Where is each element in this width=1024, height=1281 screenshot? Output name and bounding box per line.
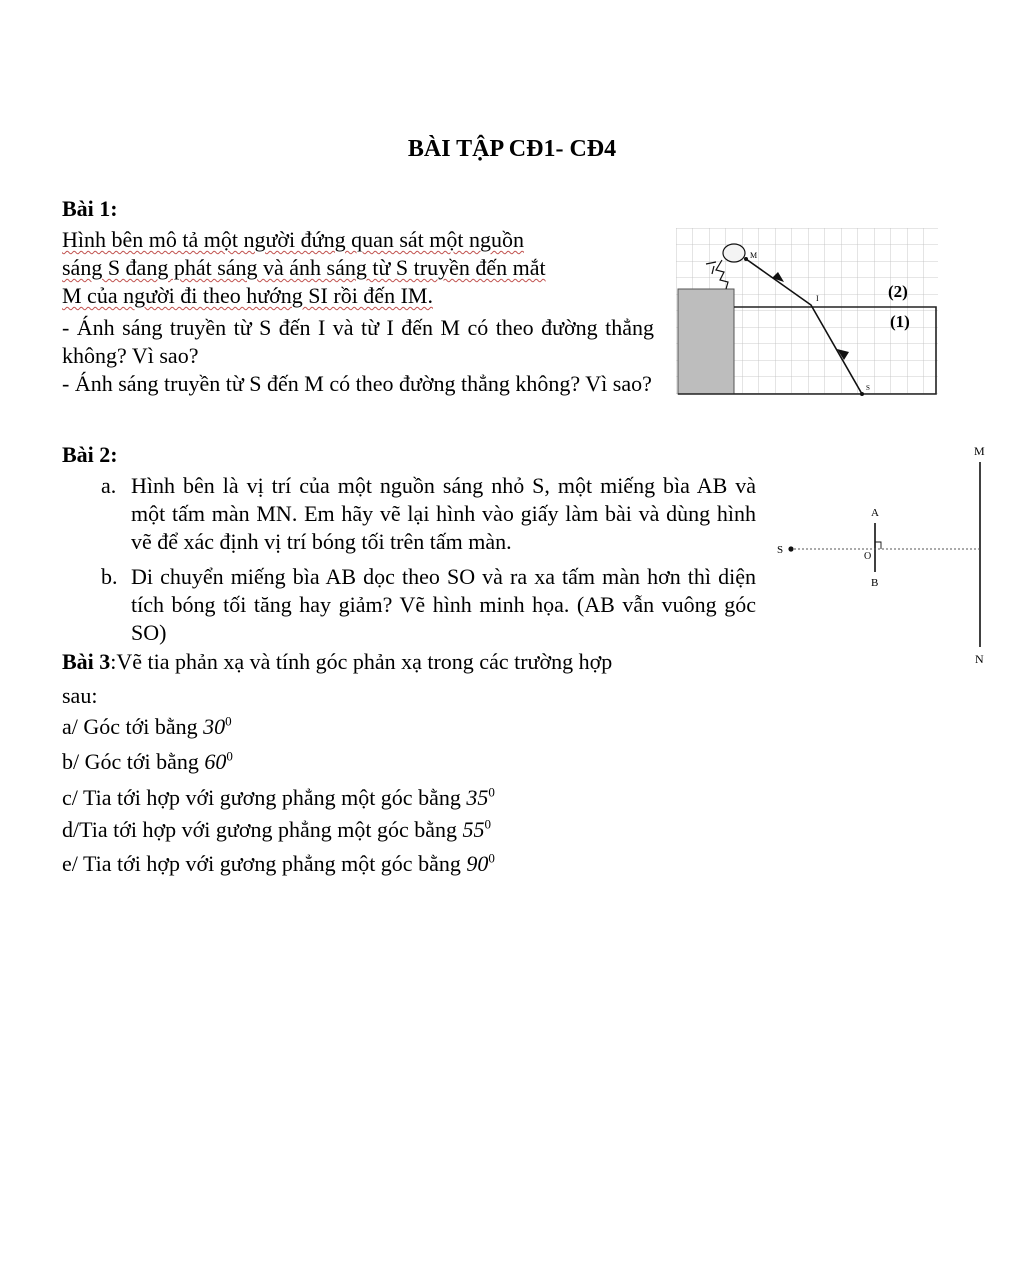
label-S: S	[777, 544, 784, 556]
bai2-item-a-text: Hình bên là vị trí của một nguồn sáng nhỏ S, một miếng bìa AB và một tấm màn MN. Em hãy vẽ lại hình vào giấy làm bài và dùng hình vẽ để xác định vị trí bóng tối trên tấm màn.	[131, 473, 756, 554]
light-source	[788, 546, 793, 551]
label-medium-2: (2)	[888, 282, 908, 301]
bai3-item-e-value: 90	[466, 851, 489, 876]
bai3-item-a-text: a/ Góc tới bằng	[62, 714, 204, 739]
bai3-intro	[62, 648, 612, 676]
bai1-question-1: - Ánh sáng truyền từ S đến I và từ I đến M có theo đường thẳng không? Vì sao?	[62, 315, 654, 368]
bai3-item-d-value: 55	[462, 817, 485, 842]
label-M: M	[750, 251, 758, 260]
bai3-item-e-degree: 0	[488, 850, 495, 866]
bai2-item-b	[101, 563, 756, 647]
bai2-item-a	[101, 472, 756, 556]
label-I: I	[816, 294, 819, 303]
bai3-item-d	[62, 816, 491, 844]
page-title: BÀI TẬP CĐ1- CĐ4	[407, 136, 617, 162]
wall	[678, 289, 734, 394]
label-A: A	[871, 507, 879, 519]
bai1-line-1: Hình bên mô tả một người đứng quan sát một nguồn	[62, 227, 524, 252]
bai3-item-e-text: e/ Tia tới hợp với gương phẳng một góc bằng	[62, 851, 467, 876]
bai3-item-c	[62, 784, 495, 812]
bai2-item-b-marker: b.	[101, 564, 118, 589]
bai1-heading: Bài 1:	[62, 196, 118, 221]
bai3-item-a-value: 30	[203, 714, 226, 739]
bai2-figure	[770, 440, 1000, 670]
bai3-item-a	[62, 713, 232, 741]
bai3-item-b-value: 60	[204, 749, 227, 774]
bai2-item-b-text: Di chuyển miếng bìa AB dọc theo SO và ra xa tấm màn hơn thì diện tích bóng tối tăng hay giảm? Vẽ hình minh họa. (AB vẫn vuông góc SO)	[131, 564, 756, 645]
bai3-item-b-text: b/ Góc tới bằng	[62, 749, 205, 774]
bai1-question-2: - Ánh sáng truyền từ S đến M có theo đường thẳng không? Vì sao?	[62, 371, 652, 396]
label-M: M	[974, 444, 985, 458]
bai1-intro	[62, 226, 654, 310]
bai3-item-d-degree: 0	[484, 816, 491, 832]
bai3-intro-text: :Vẽ tia phản xạ và tính góc phản xạ trong các trường hợp	[110, 649, 613, 674]
bai3-heading: Bài 3	[62, 649, 111, 674]
point-S	[860, 392, 864, 396]
bai3-item-d-text: d/Tia tới hợp với gương phẳng một góc bằng	[62, 817, 463, 842]
bai2-heading: Bài 2:	[62, 442, 118, 467]
bai3-item-c-value: 35	[466, 785, 489, 810]
bai3-item-c-text: c/ Tia tới hợp với gương phẳng một góc bằng	[62, 785, 467, 810]
point-M	[744, 257, 748, 261]
bai1-line-2: sáng S đang phát sáng và ánh sáng từ S truyền đến mắt	[62, 255, 546, 280]
bai3-item-b-degree: 0	[226, 748, 233, 764]
bai1-figure	[676, 228, 940, 398]
bai3-item-e	[62, 850, 495, 878]
bai3-item-b	[62, 748, 233, 776]
bai3-item-c-degree: 0	[488, 784, 495, 800]
label-O: O	[864, 551, 872, 562]
label-S: S	[866, 384, 870, 392]
right-angle-mark	[875, 542, 881, 549]
bai1-line-3: M của người đi theo hướng SI rồi đến IM.	[62, 283, 433, 308]
label-B: B	[871, 577, 879, 589]
label-medium-1: (1)	[890, 312, 910, 331]
bai2-item-a-marker: a.	[101, 473, 117, 498]
bai3-item-a-degree: 0	[225, 713, 232, 729]
bai3-intro-2: sau:	[62, 683, 98, 708]
label-N: N	[975, 652, 984, 666]
